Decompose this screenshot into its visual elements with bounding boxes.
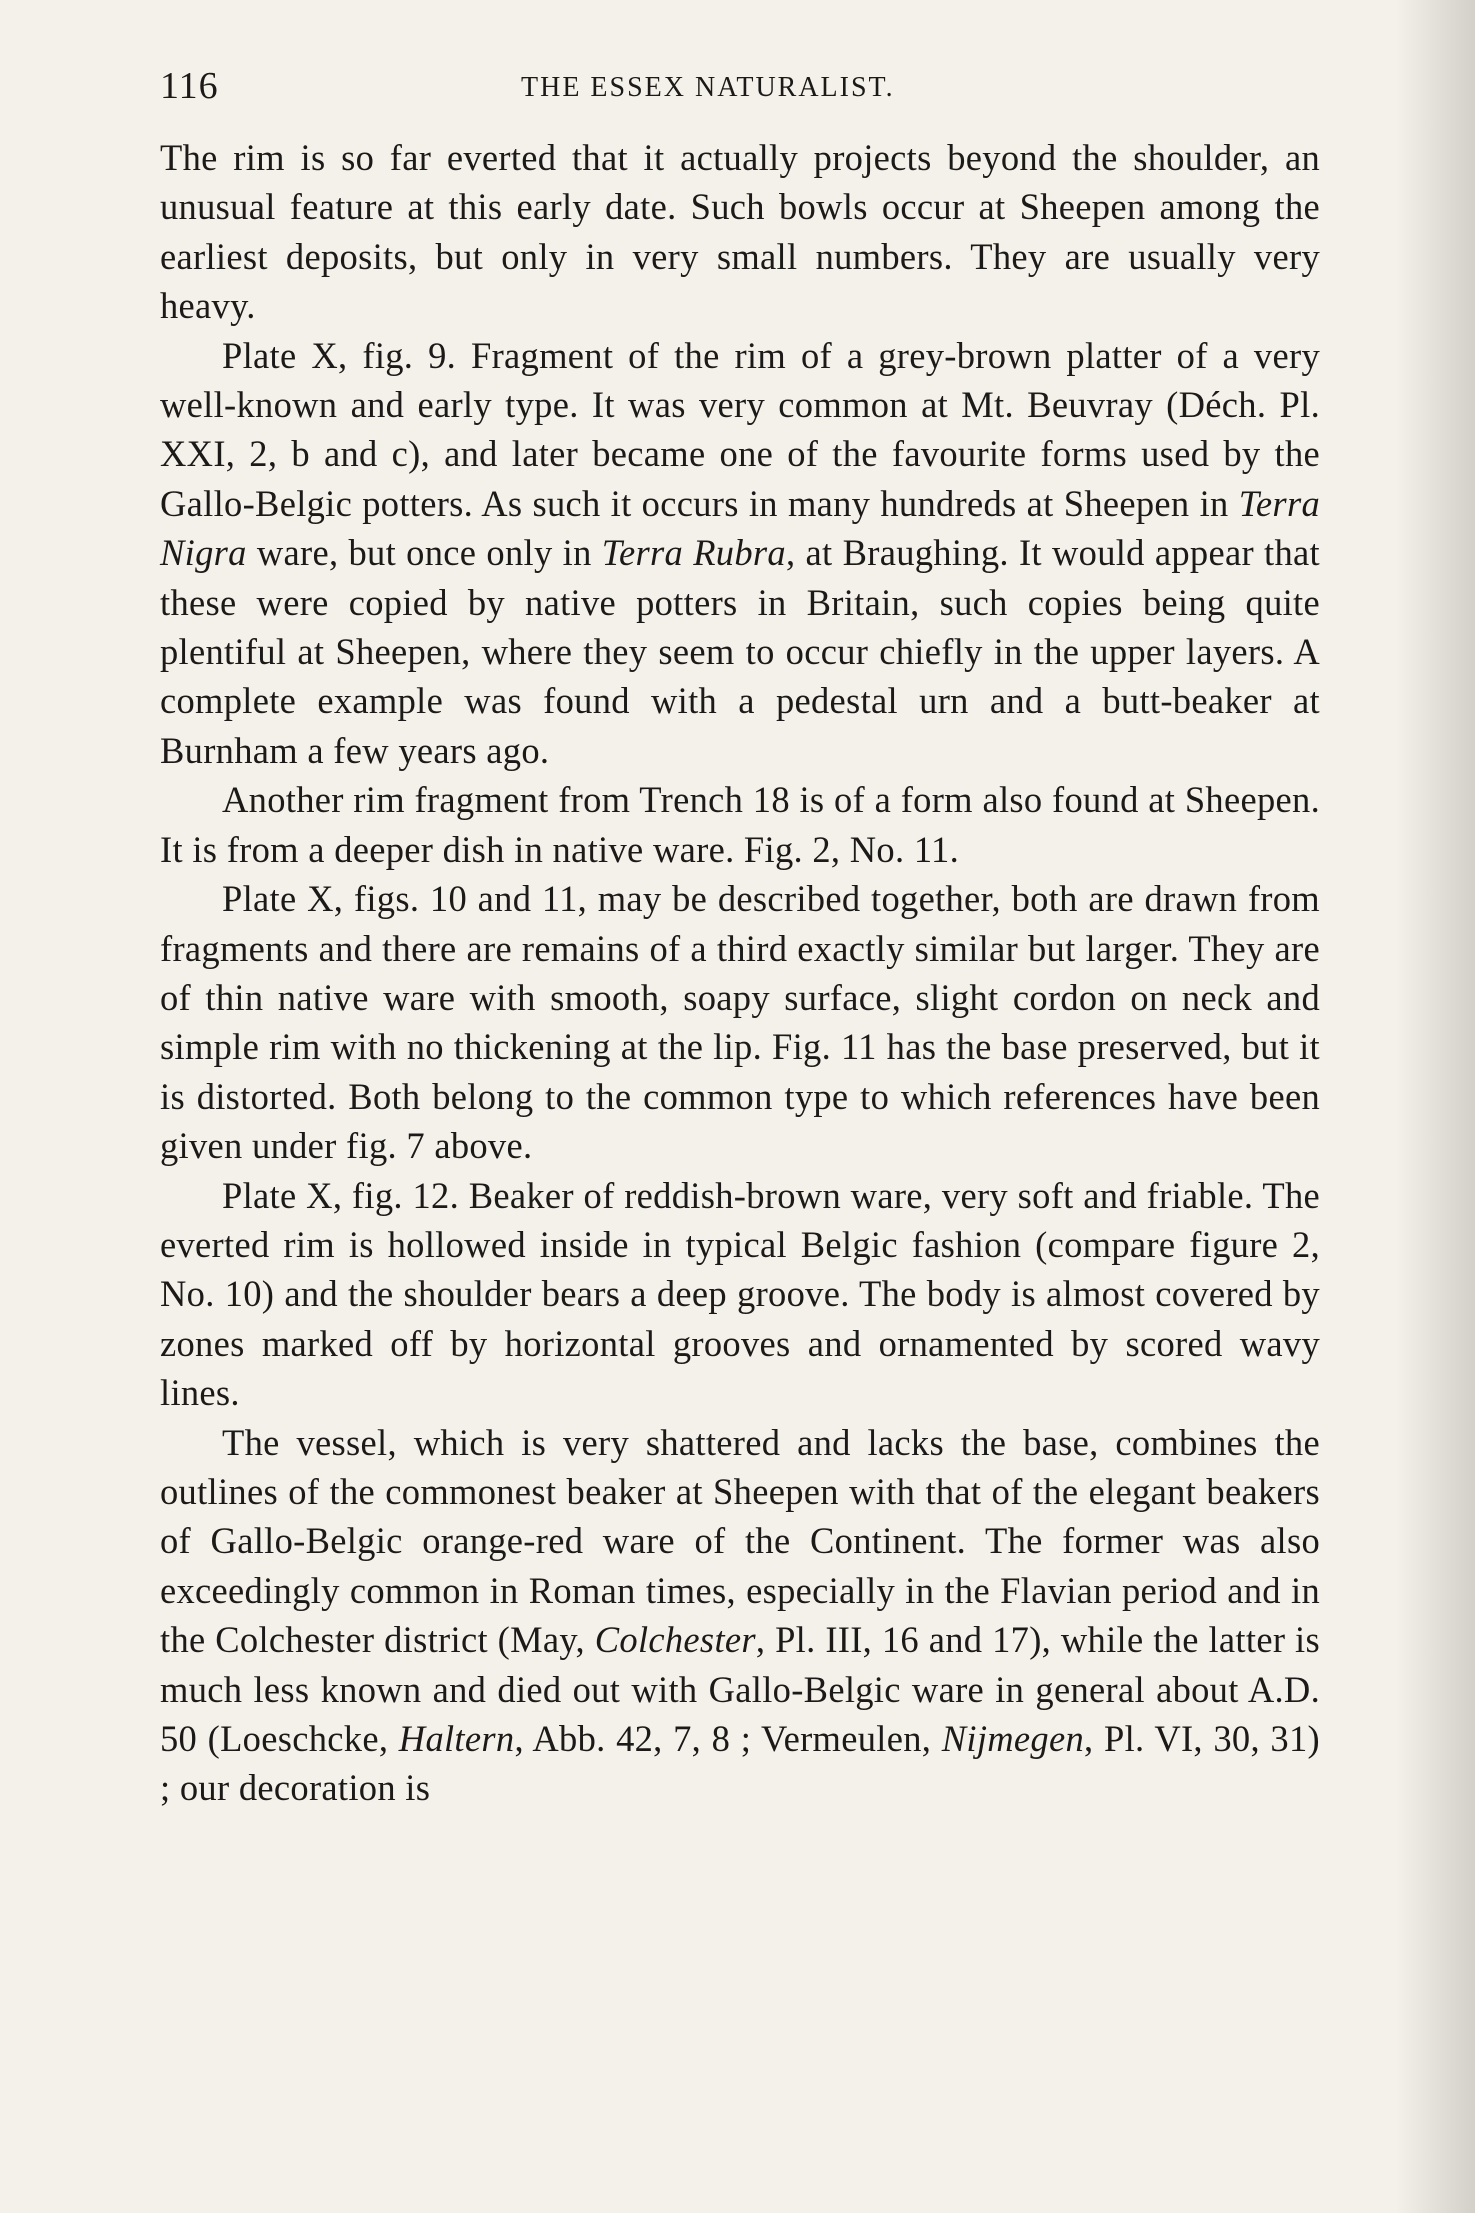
text-span: , Abb. 42, 7, 8 ; Vermeulen, bbox=[514, 1718, 942, 1759]
text-span: , Pl. VI, 30, 31) ; our decoration is bbox=[160, 1718, 1320, 1809]
running-title: THE ESSEX NATURALIST. bbox=[521, 72, 895, 103]
page-number: 116 bbox=[160, 65, 219, 107]
italic-term: Terra Nigra bbox=[160, 482, 1320, 574]
text-span: , at Braughing. It would appear that these were copied by native potters in Britain, such copies being quite plentiful at Sheepen, where they seem to occur chiefly in the upper layers. A complete example was found with a pedestal urn and a butt-beaker at Burnham a few years ago. bbox=[160, 532, 1320, 771]
text-span: ware, but once only in bbox=[246, 532, 602, 574]
paragraph bbox=[160, 1171, 1320, 1418]
text-span: Plate X, fig. 9. Fragment of the rim of a grey-brown platter of a very well-known and early type. It was very common at Mt. Beuvray (Déch. Pl. XXI, 2, b and c), and later became one of the favourite forms used by the Gallo-Belgic potters. As such it occurs in many hundreds at Sheepen in bbox=[160, 334, 1320, 524]
italic-term: Haltern bbox=[398, 1718, 515, 1759]
text-span: Plate X, figs. 10 and 11, may be described together, both are drawn from fragments and there are remains of a third exactly similar but larger. They are of thin native ware with smooth, soapy surface, slight cordon on neck and simple rim with no thickening at the lip. Fig. 11 has the base preserved, but it is distorted. Both belong to the common type to which references have been given under fig. 7 above. bbox=[160, 878, 1320, 1167]
italic-term: Terra Rubra bbox=[601, 532, 786, 574]
text-span: , Pl. III, 16 and 17), while the latter is much less known and died out with Gallo-Belgic ware in general about A.D. 50 (Loeschcke, bbox=[160, 1619, 1320, 1759]
italic-term: Colchester bbox=[594, 1619, 756, 1661]
paragraph bbox=[160, 133, 1320, 331]
paragraph bbox=[160, 331, 1320, 776]
text-span: Another rim fragment from Trench 18 is of a form also found at Sheepen. It is from a deeper dish in native ware. Fig. 2, No. 11. bbox=[160, 779, 1320, 870]
paragraph bbox=[160, 874, 1320, 1170]
paragraph bbox=[160, 775, 1320, 874]
paragraph bbox=[160, 1418, 1320, 1813]
italic-term: Nijmegen bbox=[941, 1718, 1085, 1759]
text-span: The vessel, which is very shattered and lacks the base, combines the outlines of the commonest beaker at Sheepen with that of the elegant beakers of Gallo-Belgic orange-red ware of the Continent. The former was also exceedingly common in Roman times, especially in the Flavian period and in the Colchester district (May, bbox=[160, 1421, 1320, 1661]
text-span: The rim is so far everted that it actually projects beyond the shoulder, an unusual feature at this early date. Such bowls occur at Sheepen among the earliest deposits, but only in very small numbers. They are usually very heavy. bbox=[160, 137, 1320, 327]
running-head bbox=[160, 52, 1320, 112]
body-text bbox=[160, 133, 1320, 1813]
text-span: Plate X, fig. 12. Beaker of reddish-brown ware, very soft and friable. The everted rim is hollowed inside in typical Belgic fashion (compare figure 2, No. 10) and the shoulder bears a deep groove. The body is almost covered by zones marked off by horizontal grooves and ornamented by scored wavy lines. bbox=[160, 1174, 1320, 1414]
page-edge-shadow bbox=[1395, 0, 1475, 2213]
